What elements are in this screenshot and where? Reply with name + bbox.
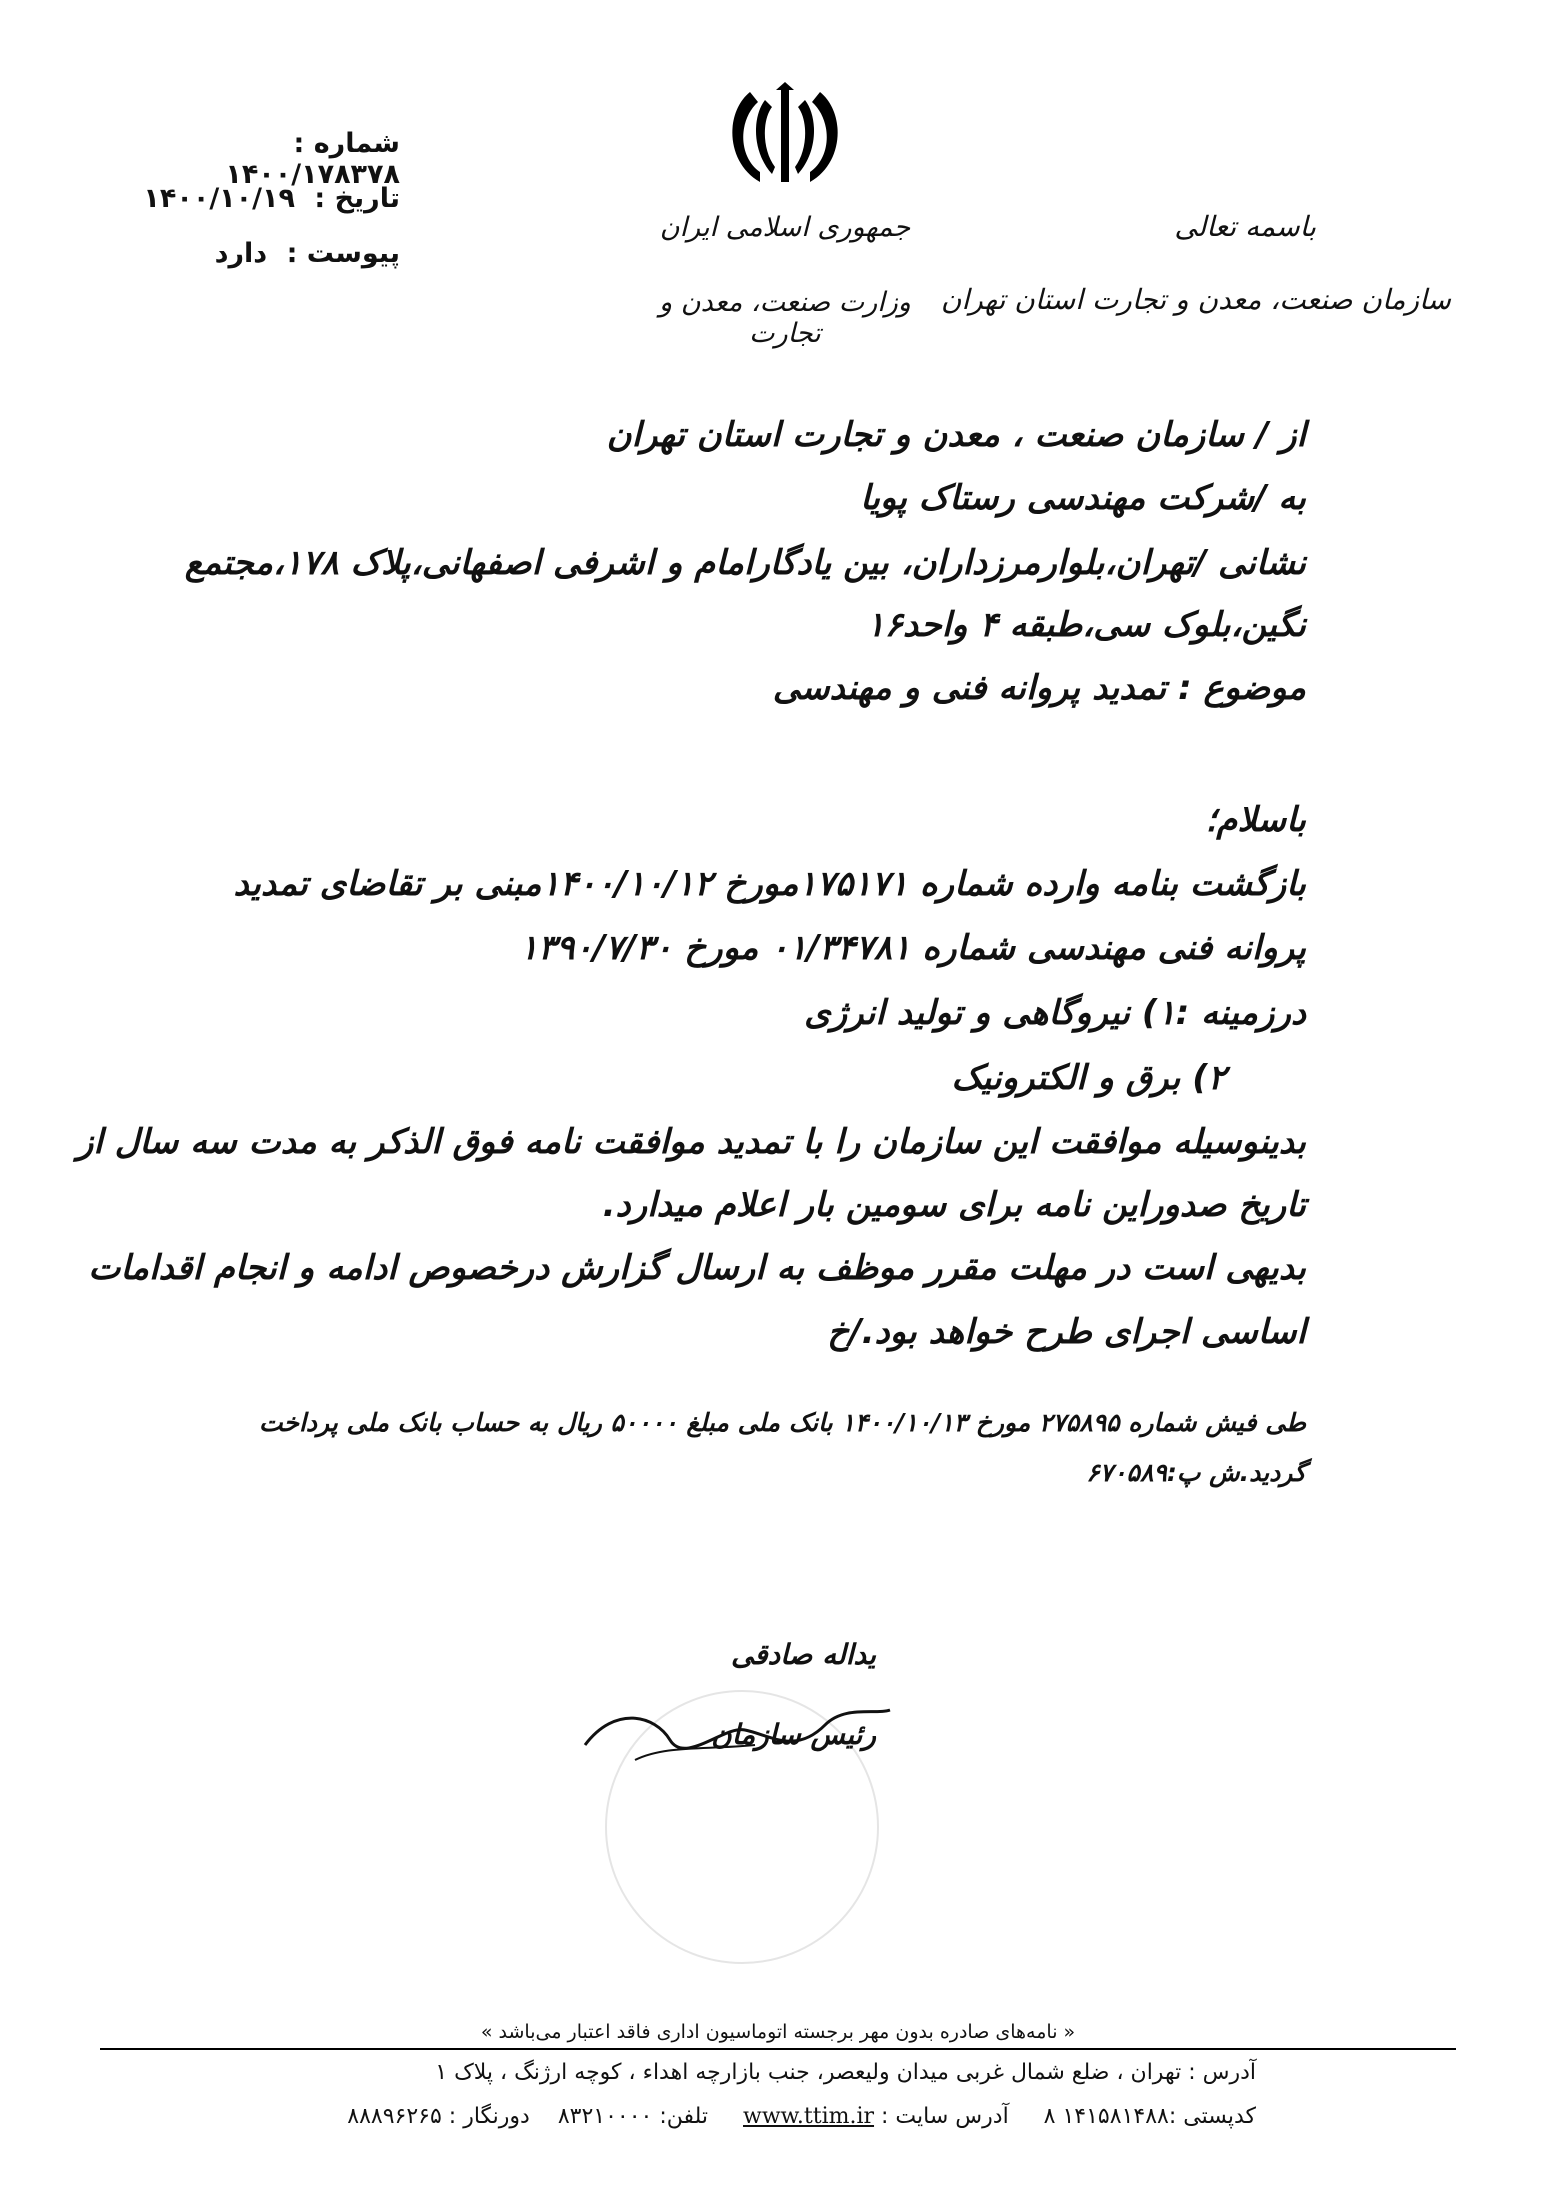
paragraph-1-line-1: بازگشت بنامه وارده شماره ۱۷۵۱۷۱مورخ ۱۴۰۰/۱۰/۱۲مبنی بر تقاضای تمدید xyxy=(233,864,1306,904)
letter-attachment xyxy=(100,238,400,269)
letter-number-label: شماره : xyxy=(293,128,400,159)
greeting: باسلام؛ xyxy=(1205,800,1306,840)
letter-date-value: ۱۴۰۰/۱۰/۱۹ xyxy=(143,183,295,214)
letter-number xyxy=(100,128,400,190)
organization-title: سازمان صنعت، معدن و تجارت استان تهران xyxy=(940,283,1451,316)
footer-phone: تلفن: ۸۳۲۱۰۰۰۰ xyxy=(557,2104,709,2129)
address-line-2: نگین،بلوک سی،طبقه ۴ واحد۱۶ xyxy=(866,605,1306,645)
republic-title: جمهوری اسلامی ایران xyxy=(659,212,911,243)
payment-note-line-2: گردید.ش پ:۶۷۰۵۸۹ xyxy=(1086,1458,1306,1487)
footer-address: آدرس : تهران ، ضلع شمال غربی میدان ولیعصر، جنب بازارچه اهداء ، کوچه ارژنگ ، پلاک ۱ xyxy=(435,2060,1256,2085)
iran-emblem-icon xyxy=(720,82,850,192)
signatory-name: یداله صادقی xyxy=(730,1638,876,1671)
letter-number-value: ۱۴۰۰/۱۷۸۳۷۸ xyxy=(225,159,400,190)
ministry-title: وزارت صنعت، معدن و تجارت xyxy=(659,287,911,349)
field-2: ۲) برق و الکترونیک xyxy=(951,1058,1226,1098)
paragraph-1-line-2: پروانه فنی مهندسی شماره ۰۱/۳۴۷۸۱ مورخ ۱۳۹۰/۷/۳۰ xyxy=(519,928,1306,968)
footer-postal: کدپستی :۱۴۱۵۸۱۴۸۸ ۸ xyxy=(1043,2104,1256,2129)
letter-attachment-label: پیوست : xyxy=(286,238,400,269)
paragraph-2-line-1: بدینوسیله موافقت این سازمان را با تمدید موافقت نامه فوق الذکر به مدت سه سال از xyxy=(76,1122,1306,1162)
footer-fax: دورنگار : ۸۸۸۹۶۲۶۵ xyxy=(347,2104,530,2129)
address-line-1: نشانی /تهران،بلوارمرزداران، بین یادگارامام و اشرفی اصفهانی،پلاک ۱۷۸،مجتمع xyxy=(184,543,1306,583)
signatory-title: رئیس سازمان xyxy=(711,1718,876,1751)
field-1: درزمینه :۱) نیروگاهی و تولید انرژی xyxy=(804,993,1306,1033)
letter-date xyxy=(100,183,400,214)
letter-date-label: تاریخ : xyxy=(314,183,400,214)
footer-site-link[interactable]: www.ttim.ir xyxy=(743,2104,875,2129)
paragraph-3-line-2: اساسی اجرای طرح خواهد بود./خ xyxy=(827,1312,1306,1352)
footer-notice: « نامه‌های صادره بدون مهر برجسته اتوماسیون اداری فاقد اعتبار می‌باشد » xyxy=(480,2021,1076,2043)
from-line: از / سازمان صنعت ، معدن و تجارت استان تهران xyxy=(606,415,1306,455)
bismillah: باسمه تعالی xyxy=(1174,210,1316,243)
footer-site-label: آدرس سایت : xyxy=(881,2104,1009,2129)
payment-note-line-1: طی فیش شماره ۲۷۵۸۹۵ مورخ ۱۴۰۰/۱۰/۱۳ بانک ملی مبلغ ۵۰۰۰۰ ریال به حساب بانک ملی پرداخت xyxy=(258,1408,1306,1437)
footer-divider xyxy=(100,2048,1456,2050)
paragraph-3-line-1: بدیهی است در مهلت مقرر موظف به ارسال گزارش درخصوص ادامه و انجام اقدامات xyxy=(88,1248,1306,1288)
subject-line: موضوع : تمدید پروانه فنی و مهندسی xyxy=(772,668,1306,708)
paragraph-2-line-2: تاریخ صدوراین نامه برای سومین بار اعلام میدارد. xyxy=(602,1185,1306,1225)
letter-attachment-value: دارد xyxy=(214,238,268,269)
to-line: به /شرکت مهندسی رستاک پویا xyxy=(860,478,1306,518)
footer-contact xyxy=(256,2104,1256,2129)
